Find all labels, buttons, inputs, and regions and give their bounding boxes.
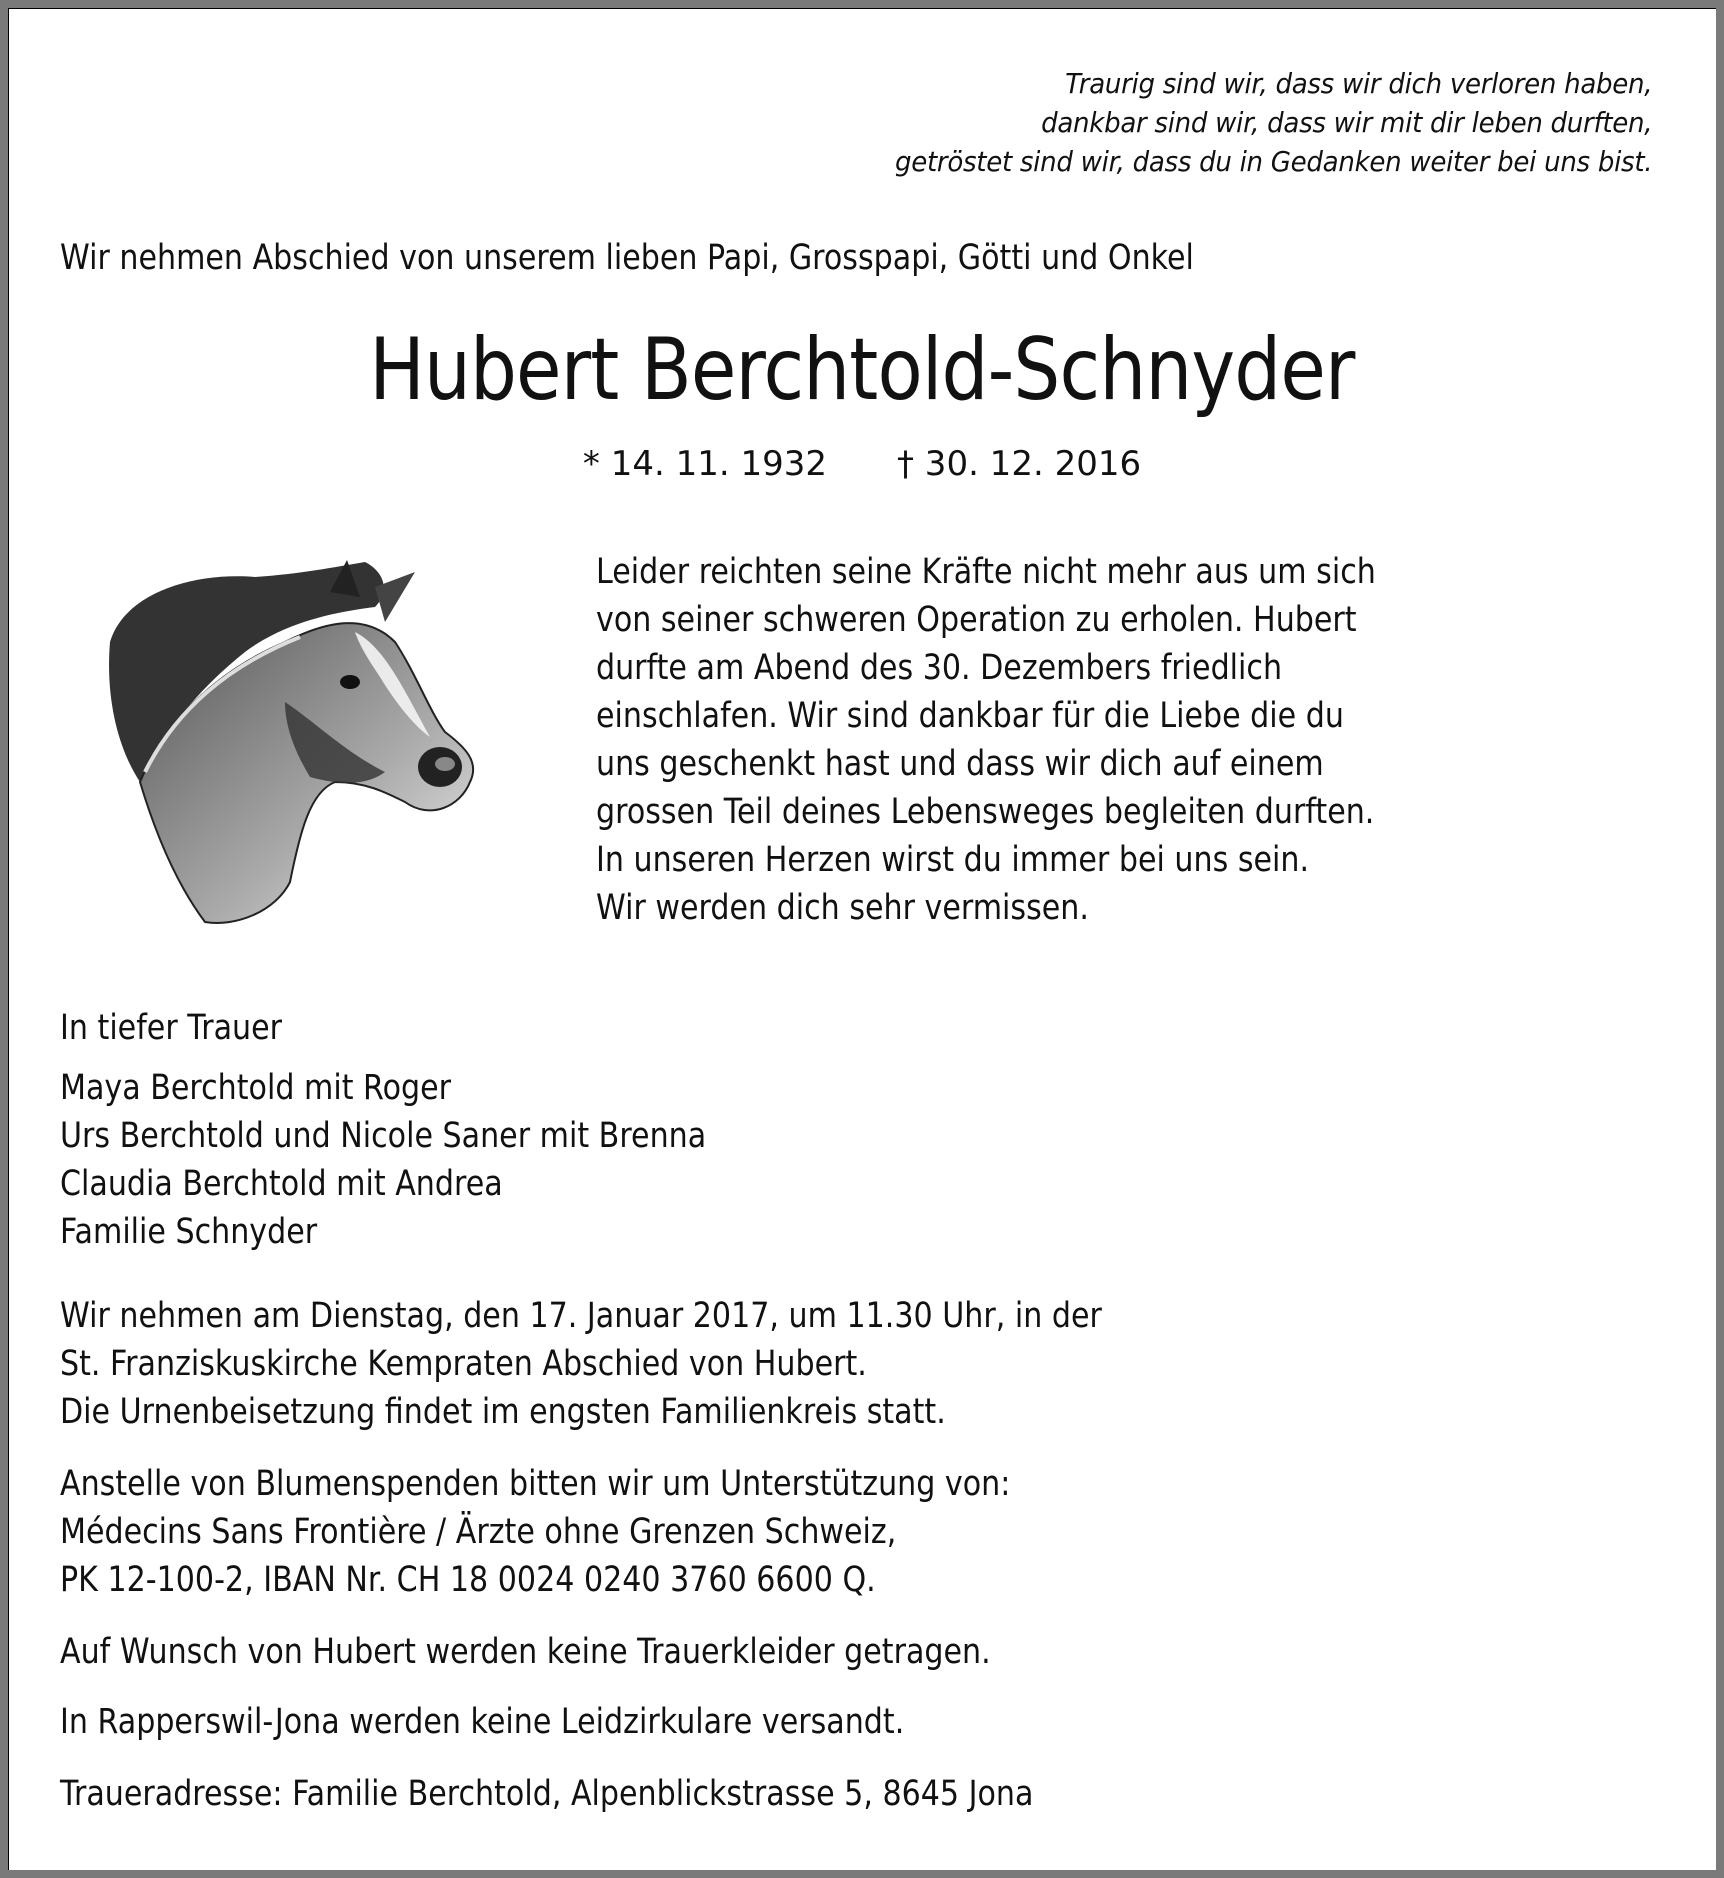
- deceased-name: [0, 320, 1724, 420]
- mourning-address: Traueradresse: Familie Berchtold, Alpenblickstrasse 5, 8645 Jona: [60, 1774, 1034, 1814]
- poem: [895, 64, 1652, 181]
- message-line: In unseren Herzen wirst du immer bei uns sein.: [596, 840, 1310, 880]
- poem-line: getröstet sind wir, dass du in Gedanken weiter bei uns bist.: [894, 145, 1652, 178]
- death-date: † 30. 12. 2016: [897, 444, 1142, 484]
- intro-line: Wir nehmen Abschied von unserem lieben Papi, Grosspapi, Götti und Onkel: [60, 238, 1194, 278]
- message-line: von seiner schweren Operation zu erholen. Hubert: [596, 600, 1357, 640]
- mourner-name: Familie Schnyder: [60, 1212, 318, 1252]
- service-info: [60, 1292, 1102, 1436]
- donation-line: Anstelle von Blumenspenden bitten wir um Unterstützung von:: [60, 1464, 1011, 1504]
- mourner-name: Claudia Berchtold mit Andrea: [60, 1164, 503, 1204]
- message-text: [596, 548, 1376, 932]
- message-line: durfte am Abend des 30. Dezembers friedlich: [596, 648, 1283, 688]
- clothing-note: Auf Wunsch von Hubert werden keine Trauerkleider getragen.: [60, 1632, 991, 1672]
- message-line: Wir werden dich sehr vermissen.: [596, 888, 1089, 928]
- deceased-name-text: Hubert Berchtold-Schnyder: [369, 320, 1355, 420]
- service-line: Die Urnenbeisetzung findet im engsten Familienkreis statt.: [60, 1392, 946, 1432]
- donation-line: PK 12-100-2, IBAN Nr. CH 18 0024 0240 3760 6600 Q.: [60, 1560, 876, 1600]
- message-line: grossen Teil deines Lebensweges begleiten durften.: [596, 792, 1375, 832]
- service-line: St. Franziskuskirche Kempraten Abschied von Hubert.: [60, 1344, 867, 1384]
- mourner-name: Maya Berchtold mit Roger: [60, 1068, 452, 1108]
- message-line: einschlafen. Wir sind dankbar für die Liebe die du: [596, 696, 1344, 736]
- circulars-note: In Rapperswil-Jona werden keine Leidzirkulare versandt.: [60, 1702, 905, 1742]
- service-line: Wir nehmen am Dienstag, den 17. Januar 2017, um 11.30 Uhr, in der: [60, 1296, 1102, 1336]
- poem-line: Traurig sind wir, dass wir dich verloren haben,: [1064, 67, 1652, 100]
- donation-info: [60, 1460, 1010, 1604]
- birth-date: * 14. 11. 1932: [582, 444, 827, 484]
- poem-line: dankbar sind wir, dass wir mit dir leben durften,: [1040, 106, 1652, 139]
- message-line: uns geschenkt hast und dass wir dich auf einem: [596, 744, 1324, 784]
- donation-line: Médecins Sans Frontière / Ärzte ohne Grenzen Schweiz,: [60, 1512, 897, 1552]
- mourners-list: [60, 1064, 706, 1256]
- mourners-heading: In tiefer Trauer: [60, 1008, 283, 1048]
- life-dates: [0, 444, 1724, 484]
- horse-head-icon: [85, 552, 485, 932]
- message-line: Leider reichten seine Kräfte nicht mehr aus um sich: [596, 552, 1376, 592]
- mourner-name: Urs Berchtold und Nicole Saner mit Brenna: [60, 1116, 707, 1156]
